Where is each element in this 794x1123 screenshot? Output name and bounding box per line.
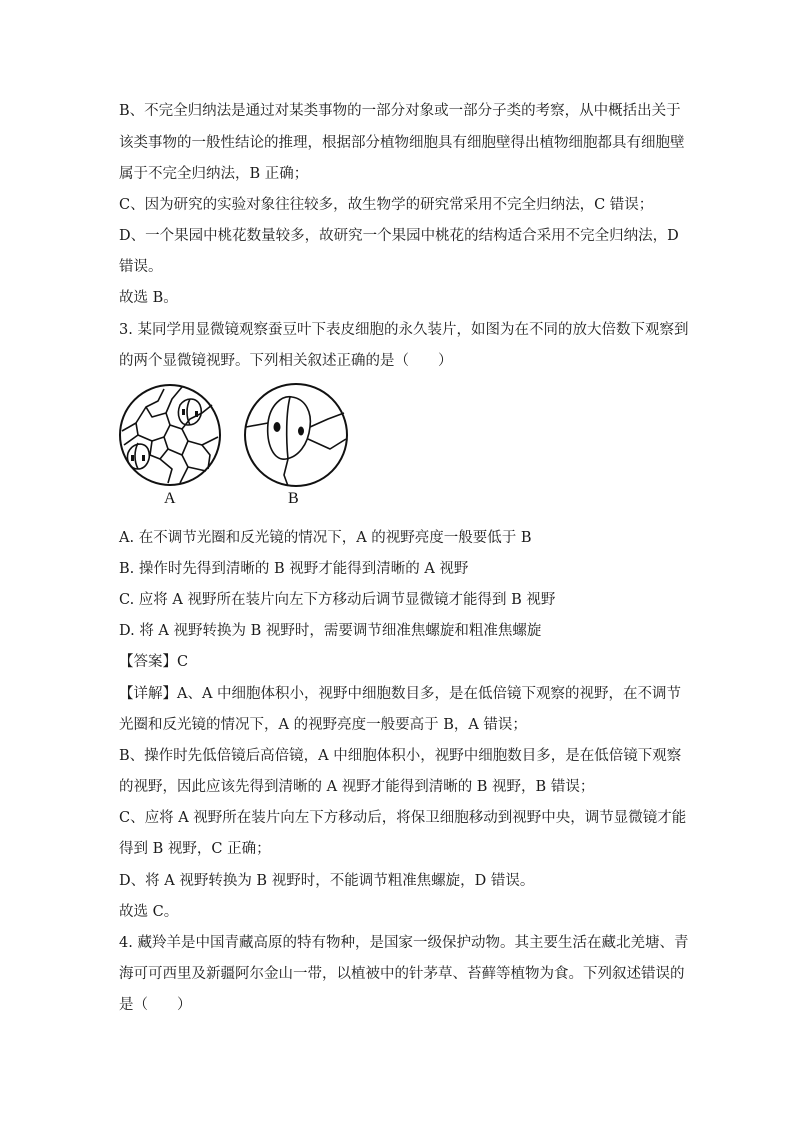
text-line: 故选 B。 [119,290,178,306]
field-b-circle [245,384,347,486]
option-d: D. 将 A 视野转换为 B 视野时，需要调节细准焦螺旋和粗准焦螺旋 [119,623,542,639]
explanation-line: 【详解】A、A 中细胞体积小，视野中细胞数目多，是在低倍镜下观察的视野，在不调节 [119,686,682,702]
option-a: A. 在不调节光圈和反光镜的情况下，A 的视野亮度一般要低于 B [119,530,532,546]
text-line: B、不完全归纳法是通过对某类事物的一部分对象或一部分子类的考察，从中概括出关于 [119,103,681,119]
explanation-line: 故选 C。 [119,904,179,920]
explanation-line: 的视野，因此应该先得到清晰的 A 视野才能得到清晰的 B 视野，B 错误； [119,779,595,795]
explanation-line: D、将 A 视野转换为 B 视野时，不能调节粗准焦螺旋，D 错误。 [119,873,535,889]
question-4-stem: 4. 藏羚羊是中国青藏高原的特有物种，是国家一级保护动物。其主要生活在藏北羌塘、青 [119,935,689,951]
text-line: 该类事物的一般性结论的推理，根据部分植物细胞具有细胞壁得出植物细胞都具有细胞壁 [119,135,685,151]
question-4-stem: 是（ ） [119,997,192,1013]
question-4-stem: 海可可西里及新疆阿尔金山一带，以植被中的针茅草、苔藓等植物为食。下列叙述错误的 [119,966,685,982]
explanation-line: B、操作时先低倍镜后高倍镜，A 中细胞体积小，视野中细胞数目多，是在低倍镜下观察 [119,748,682,764]
microscope-fields-figure [116,383,356,508]
answer-line: 【答案】C [119,654,189,670]
explanation-line: 得到 B 视野，C 正确； [119,841,271,857]
option-c: C. 应将 A 视野所在装片向左下方移动后调节显微镜才能得到 B 视野 [119,592,556,608]
text-line: C、因为研究的实验对象往往较多，故生物学的研究常采用不完全归纳法，C 错误； [119,197,654,213]
field-b-label: B [288,490,299,507]
question-3-stem: 3. 某同学用显微镜观察蚕豆叶下表皮细胞的永久装片，如图为在不同的放大倍数下观察到 [119,322,689,338]
question-3-stem: 的两个显微镜视野。下列相关叙述正确的是（ ） [119,353,453,369]
option-b: B. 操作时先得到清晰的 B 视野才能得到清晰的 A 视野 [119,561,469,577]
explanation-line: 光圈和反光镜的情况下，A 的视野亮度一般要高于 B，A 错误； [119,717,527,733]
text-line: 属于不完全归纳法，B 正确； [119,166,309,182]
explanation-line: C、应将 A 视野所在装片向左下方移动后，将保卫细胞移动到视野中央，调节显微镜才能 [119,810,687,826]
text-line: D、一个果园中桃花数量较多，故研究一个果园中桃花的结构适合采用不完全归纳法，D [119,228,679,244]
text-line: 错误。 [119,259,163,275]
field-a-label: A [164,490,176,507]
